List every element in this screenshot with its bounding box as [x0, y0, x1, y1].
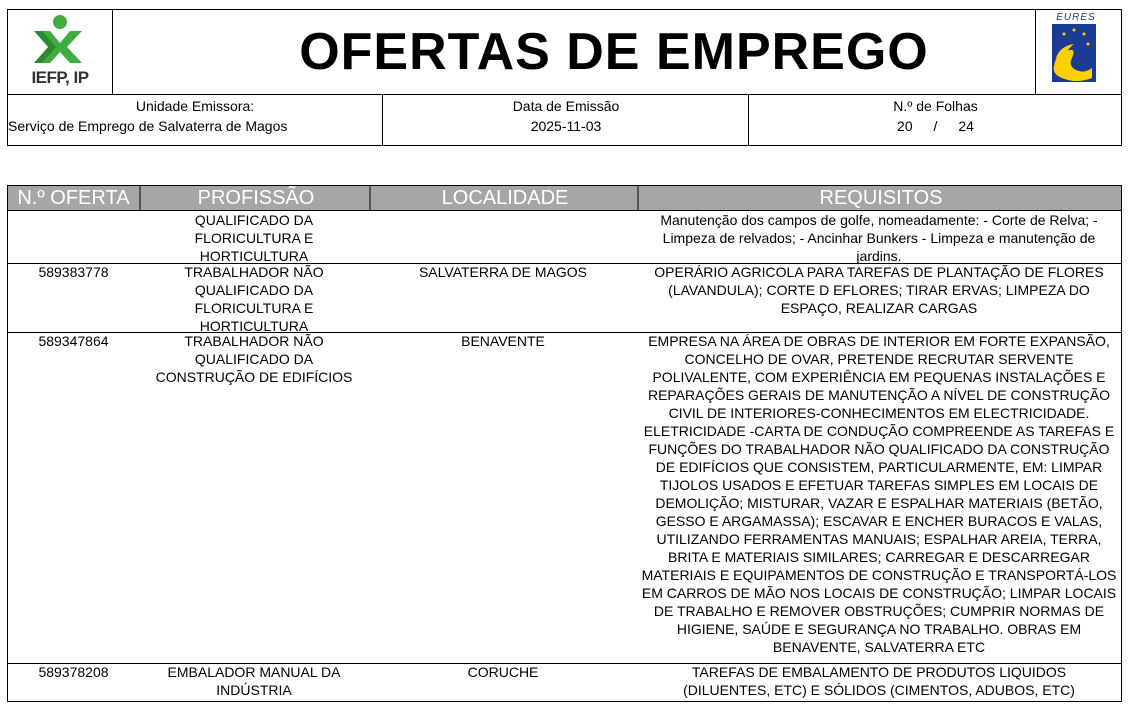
data-emissao — [382, 95, 749, 146]
logo-text: IEFP, IP — [31, 68, 89, 87]
localidade: CORUCHE — [467, 664, 539, 680]
numero-folhas — [748, 95, 1122, 146]
requisitos: TAREFAS DE EMBALAMENTO DE PRODUTOS LIQUIDOS (DILUENTES, ETC) E SÓLIDOS (CIMENTOS, ADUBOS, ETC) — [683, 664, 1075, 698]
oferta-number: 589378208 — [38, 664, 109, 680]
iefp-logo-icon — [32, 13, 88, 69]
folhas-current: 20 — [897, 118, 913, 134]
requisitos: OPERÁRIO AGRICOLA PARA TAREFAS DE PLANTAÇÃO DE FLORES (LAVANDULA); CORTE D EFLORES; TIRAR ERVAS; LIMPEZA DO ESPAÇO, REALIZAR CARGAS — [654, 264, 1104, 316]
table-row — [7, 333, 1122, 664]
eures-logo-icon — [1046, 16, 1102, 86]
profissao: QUALIFICADO DA FLORICULTURA E HORTICULTURA — [194, 212, 314, 264]
iefp-logo — [8, 10, 113, 94]
eures-label: EURES — [1056, 12, 1096, 23]
localidade: BENAVENTE — [461, 333, 545, 349]
unidade-value: Serviço de Emprego de Salvaterra de Magos — [8, 118, 288, 134]
meta-row — [8, 94, 1121, 145]
table-row — [7, 664, 1122, 702]
oferta-number: 589347864 — [38, 333, 109, 349]
unidade-label: Unidade Emissora: — [135, 98, 255, 114]
eures-logo — [1035, 10, 1121, 94]
requisitos: Manutenção dos campos de golfe, nomeadamente: - Corte de Relva; - Limpeza de relvados; - Ancinhar Bunkers - Limpeza e manutenção de jardins. — [660, 212, 1098, 264]
column-header-profissao: PROFISSÃO — [139, 186, 371, 210]
localidade: SALVATERRA DE MAGOS — [418, 264, 588, 280]
page-title: OFERTAS DE EMPREGO — [299, 23, 929, 81]
requisitos: EMPRESA NA ÁREA DE OBRAS DE INTERIOR EM FORTE EXPANSÃO, CONCELHO DE OVAR, PRETENDE RECRUTAR SERVENTE POLIVALENTE, COM EXPERIÊNCIA EM PEQUENAS INSTALAÇÕES E REPARAÇÕES GERAIS DE MANUTENÇÃO A NÍVEL DE CONSTRUÇÃO CIVIL DE INTERIORES-CONHECIMENTOS EM ELECTRICIDADE. ELETRICIDADE -CARTA DE CONDUÇÃO COMPREENDE AS TAREFAS E FUNÇÕES DO TRABALHADOR NÃO QUALIFICADO DA CONSTRUÇÃO DE EDIFÍCIOS QUE CONSISTEM, PARTICULARMENTE, EM: LIMPAR TIJOLOS USADOS E EFETUAR TAREFAS SIMPLES EM LOCAIS DE DEMOLIÇÃO; MISTURAR, VAZAR E ESPALHAR MATERIAIS (BETÃO, GESSO E ARGAMASSA); ESCAVAR E ENCHER BURACOS E VALAS, UTILIZANDO FERRAMENTAS MANUAIS; ESPALHAR AREIA, TERRA, BRITA E MATERIAIS SIMILARES; CARREGAR E DESCARREGAR MATERIAIS E EQUIPAMENTOS DE CONSTRUÇÃO E TRANSPORTÁ-LOS EM CARROS DE MÃO NOS LOCAIS DE CONSTRUÇÃO; LIMPAR LOCAIS DE TRABALHO E REMOVER OBSTRUÇÕES; CUMPRIR NORMAS DE HIGIENE, SAÚDE E SEGURANÇA NO TRABALHO. OBRAS EM BENAVENTE, SALVATERRA ETC — [641, 333, 1117, 655]
column-header-requisitos: REQUISITOS — [637, 186, 1123, 210]
profissao: TRABALHADOR NÃO QUALIFICADO DA FLORICULTURA E HORTICULTURA — [184, 264, 324, 334]
document-header — [7, 9, 1122, 146]
profissao: EMBALADOR MANUAL DA INDÚSTRIA — [167, 664, 341, 698]
oferta-number: 589383778 — [38, 264, 109, 280]
column-header-localidade: LOCALIDADE — [369, 186, 639, 210]
data-label: Data de Emissão — [512, 98, 620, 114]
profissao: TRABALHADOR NÃO QUALIFICADO DA CONSTRUÇÃO DE EDIFÍCIOS — [155, 333, 353, 385]
unidade-emissora — [8, 95, 382, 146]
data-value: 2025-11-03 — [530, 118, 602, 134]
folhas-label: N.º de Folhas — [893, 98, 978, 114]
table-row — [7, 264, 1122, 333]
table-row — [7, 211, 1122, 264]
table-header — [7, 185, 1122, 211]
column-header-oferta: N.º OFERTA — [17, 187, 130, 209]
folhas-separator: / — [933, 118, 938, 134]
folhas-total: 24 — [958, 118, 974, 134]
